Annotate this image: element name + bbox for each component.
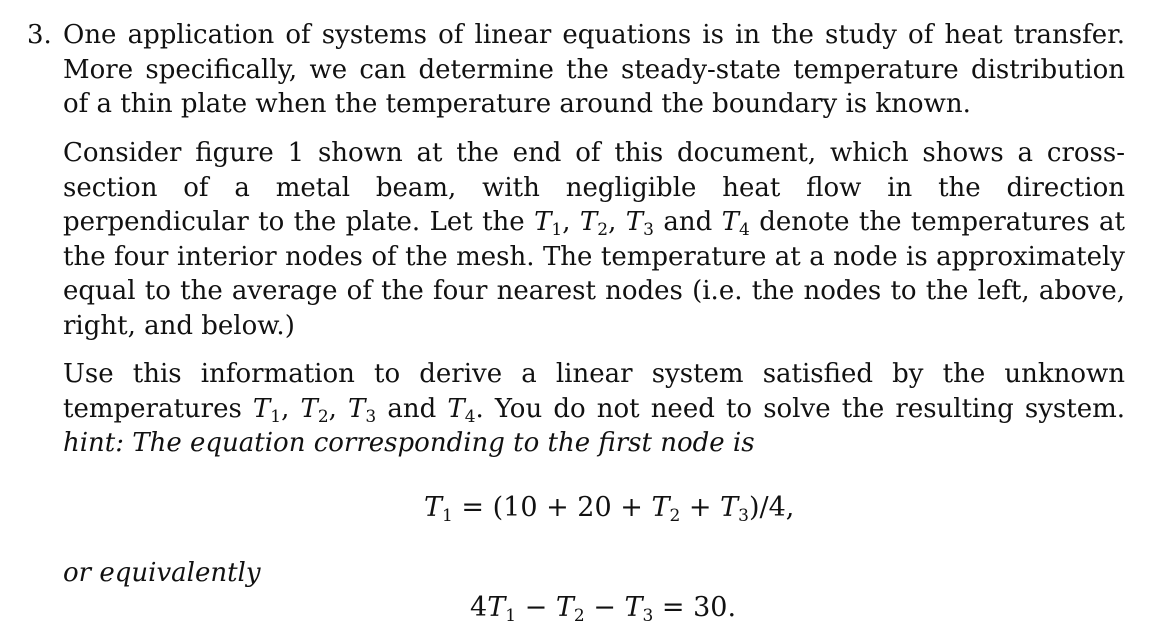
task-var-t3: $T_3$ xyxy=(348,393,377,427)
figure-text-b: denote the temperatures at the four interior nodes of the mesh. The temperature at a node is approximately equal to the average of the four nearest nodes (i.e. the nodes to the left, above, right, and below.) xyxy=(63,207,1126,341)
var-t3: $T_3$ xyxy=(625,207,654,240)
task-var-t2: $T_2$ xyxy=(300,393,329,427)
figure-text-a: Consider figure 1 shown at the end of this document, which shows a cross-section of a metal beam, with negligible heat flow in the direction perpendicular to the plate. Let the xyxy=(63,138,1125,237)
var-t1: $T_1$ xyxy=(534,207,563,240)
task-text-a: Use this information to derive a linear system satisfied by the unknown temperatures xyxy=(63,359,1125,424)
var-t2: $T_2$ xyxy=(579,207,609,240)
figure-paragraph: Consider figure 1 shown at the end of this document, which shows a cross-section of a metal beam, with negligible heat flow in the direction perpendicular to the plate. Let the $T_1$, $T_2$, $T_3$ and $T_4$ denote the temperatures at the four interior nodes of the mesh. The temperature at a node is approximately equal to the average of the four nearest nodes (i.e. the nodes to the left, above, right, and below.) xyxy=(63,138,1126,341)
var-t4: $T_4$ xyxy=(721,207,750,240)
task-var-t4: $T_4$ xyxy=(447,393,476,427)
intro-paragraph: One application of systems of linear equations is in the study of heat transfer. More specifically, we can determine the steady-state temperature distribution of a thin plate when the temperature around the boundary is known. xyxy=(63,20,1125,119)
hint-text: hint: The equation corresponding to the first node is xyxy=(63,428,755,458)
task-text-b: . You do not need to solve the resulting system. xyxy=(475,393,1126,424)
equation-equivalent: $4T_1 - T_2 - T_3 = 30$. xyxy=(470,592,737,626)
problem-number: 3. xyxy=(27,20,52,50)
task-paragraph: Use this information to derive a linear system satisfied by the unknown temperatures $T_1$, $T_2$, $T_3$ and $T_4$. You do not need to solve the resulting system. hint: The equation corresponding to the first node is xyxy=(63,359,1126,458)
task-var-t1: $T_1$ xyxy=(252,393,282,427)
equation-first-node: $T_1 = (10 + 20 + T_2 + T_3)/4$, xyxy=(424,492,795,526)
or-equivalently-text: or equivalently xyxy=(63,558,261,588)
